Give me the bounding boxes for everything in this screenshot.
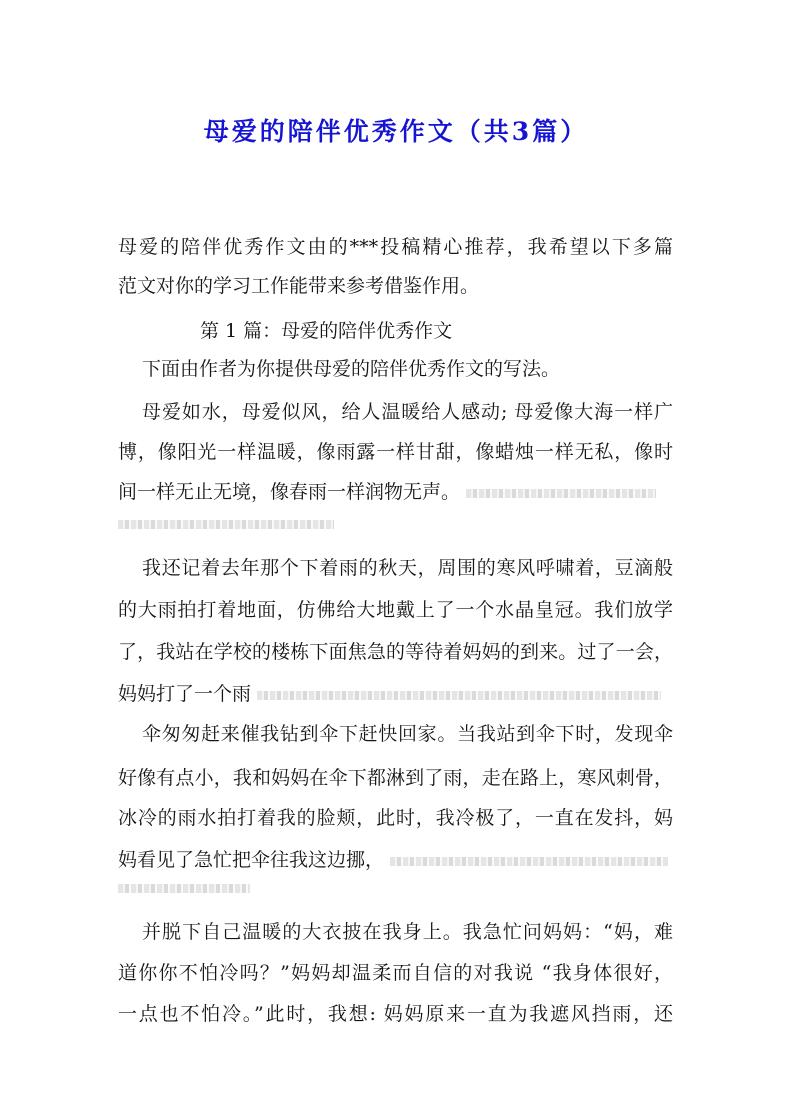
paragraph-4-line-4: 妈看见了急忙把伞往我这边挪， — [118, 849, 385, 871]
paragraph-5-line-1: 并脱下自己温暖的大衣披在我身上。我急忙问妈妈：“妈，难 — [142, 921, 673, 943]
paragraph-3-line-4-wrap — [118, 679, 661, 706]
paragraph-4-line-2: 好像有点小，我和妈妈在伞下都淋到了雨，走在路上，寒风刺骨， — [118, 767, 673, 789]
section-heading: 第 1 篇：母爱的陪伴优秀作文 — [200, 320, 453, 342]
paragraph-5-line-3: 一点也不怕冷。”此时，我想: 妈妈原来一直为我遮风挡雨，还 — [118, 1003, 673, 1025]
faded-watermark-text — [390, 857, 668, 866]
paragraph-4-line-1: 伞匆匆赶来催我钻到伞下赶快回家。当我站到伞下时，发现伞 — [142, 723, 673, 745]
faded-watermark-text — [118, 884, 250, 893]
paragraph-5-line-2: 道你你不怕冷吗？”妈妈却温柔而自信的对我说 “我身体很好， — [118, 962, 673, 984]
paragraph-2-line-3: 间一样无止无境，像春雨一样润物无声。 — [118, 481, 461, 503]
faded-watermark-text — [466, 489, 656, 498]
paragraph-4-line-4-wrap — [118, 845, 668, 872]
faded-watermark-text — [257, 691, 661, 700]
paragraph-3-line-1: 我还记着去年那个下着雨的秋天，周围的寒风呼啸着，豆滴般 — [142, 557, 673, 579]
paragraph-3-line-3: 了，我站在学校的楼栋下面焦急的等待着妈妈的到来。过了一会， — [118, 641, 673, 663]
paragraph-4-line-3: 冰冷的雨水拍打着我的脸颊，此时，我冷极了，一直在发抖，妈 — [118, 807, 673, 829]
paragraph-2-line-3-wrap — [118, 477, 656, 504]
intro-line-1: 母爱的陪伴优秀作文由的***投稿精心推荐，我希望以下多篇 — [118, 236, 673, 258]
intro-line-2: 范文对你的学习工作能带来参考借鉴作用。 — [118, 275, 480, 297]
paragraph-1-line-1: 下面由作者为你提供母爱的陪伴优秀作文的写法。 — [142, 358, 561, 380]
paragraph-3-line-2: 的大雨拍打着地面，仿佛给大地戴上了一个水晶皇冠。我们放学 — [118, 599, 673, 621]
faded-watermark-text — [118, 520, 334, 529]
paragraph-2-line-2: 博，像阳光一样温暖，像雨露一样甘甜，像蜡烛一样无私，像时 — [118, 441, 673, 463]
paragraph-2-line-1: 母爱如水，母爱似风，给人温暖给人感动; 母爱像大海一样广 — [142, 401, 673, 423]
document-title: 母爱的陪伴优秀作文（共3篇） — [203, 117, 589, 146]
paragraph-3-line-4: 妈妈打了一个雨 — [118, 683, 252, 705]
